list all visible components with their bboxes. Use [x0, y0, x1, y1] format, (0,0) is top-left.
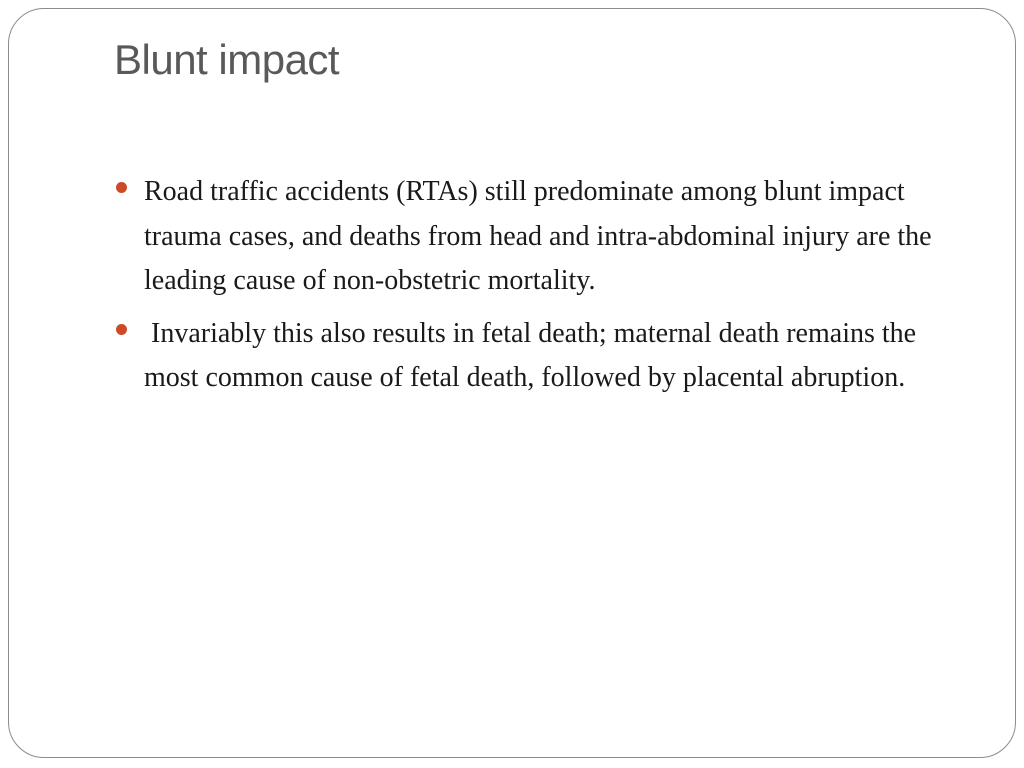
bullet-dot-icon	[116, 182, 127, 193]
slide-title: Blunt impact	[114, 36, 340, 83]
bullet-dot-icon	[116, 324, 127, 335]
bullet-text: Road traffic accidents (RTAs) still predominate among blunt impact trauma cases, and deaths from head and intra-abdominal injury are the leading cause of non-obstetric mortality.	[144, 176, 932, 296]
bullet-item	[114, 170, 954, 304]
bullet-text: Invariably this also results in fetal death; maternal death remains the most common cause of fetal death, followed by placental abruption.	[144, 317, 924, 393]
bullet-item	[114, 312, 954, 401]
bullet-list	[114, 170, 954, 409]
